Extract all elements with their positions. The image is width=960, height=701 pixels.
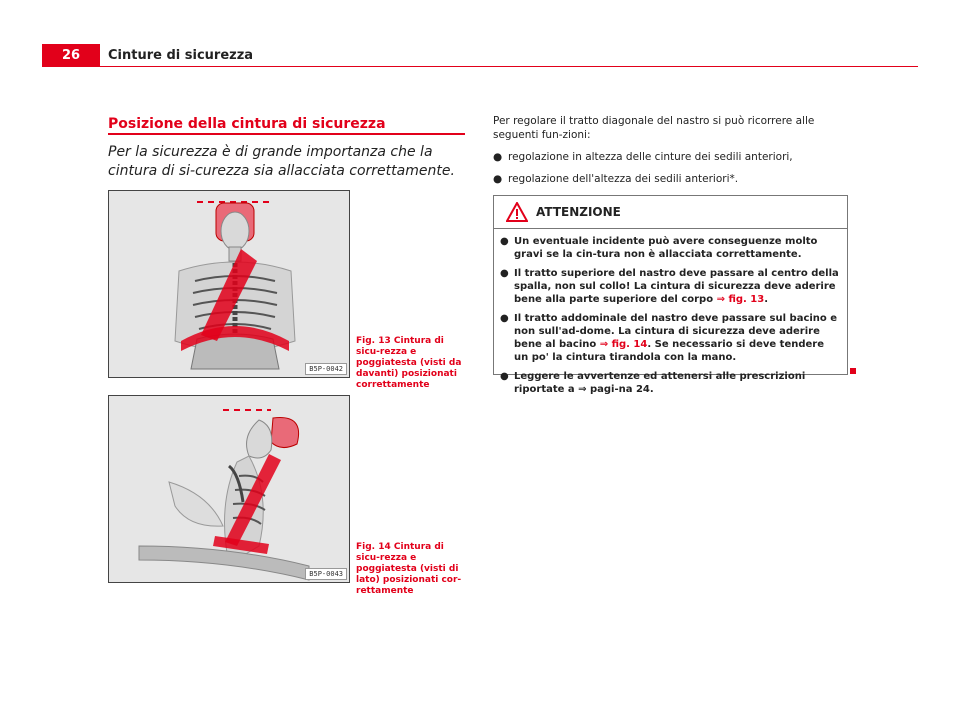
warning-item-text: Il tratto superiore del nastro deve passare al centro della spalla, non sul collo! La cintura di sicurezza deve aderire bene alla parte superiore del corpo — [514, 268, 839, 305]
warning-item-tail: . — [764, 294, 769, 305]
bullet-icon: ● — [500, 313, 509, 324]
warning-item-text: Leggere le avvertenze ed attenersi alle prescrizioni riportate a ⇒ pagi-na 24. — [514, 371, 806, 395]
figure-label: Fig. 14 — [356, 542, 391, 552]
figure-14-caption — [356, 542, 468, 597]
bullet-icon: ● — [493, 173, 503, 185]
bullet-icon: ● — [500, 236, 509, 247]
bullet-icon: ● — [500, 268, 509, 279]
figure-13-front-view — [108, 190, 350, 378]
warning-triangle-icon — [506, 202, 528, 222]
header-divider — [100, 66, 918, 67]
figure-label: Fig. 13 — [356, 336, 391, 346]
figure-13-link[interactable]: ⇒ fig. 13 — [716, 294, 765, 305]
warning-title: ATTENZIONE — [536, 205, 621, 219]
warning-item — [500, 267, 839, 306]
list-item-text: regolazione dell'altezza dei sedili anteriori*. — [508, 173, 739, 185]
list-item — [493, 172, 853, 186]
section-title: Posizione della cintura di sicurezza — [108, 116, 386, 132]
warning-box — [493, 195, 848, 395]
figure-code: B5P-0042 — [305, 363, 347, 375]
page-number: 26 — [42, 44, 100, 67]
warning-item — [500, 235, 839, 261]
warning-item — [500, 312, 839, 364]
list-item-text: regolazione in altezza delle cinture dei sedili anteriori, — [508, 151, 793, 163]
warning-item-text: Un eventuale incidente può avere conseguenze molto gravi se la cin-tura non è allacciata correttamente. — [514, 236, 818, 260]
figure-caption-text: Cintura di sicu-rezza e poggiatesta (visti di lato) posizionati cor-rettamente — [356, 542, 462, 596]
adjustment-intro: Per regolare il tratto diagonale del nastro si può ricorrere alle seguenti fun-zioni: — [493, 115, 815, 141]
section-intro: Per la sicurezza è di grande importanza che la cintura di si-curezza sia allacciata correttamente. — [108, 144, 455, 179]
figure-14-side-view — [108, 395, 350, 583]
bullet-icon: ● — [493, 151, 503, 163]
warning-item-text: Il tratto addominale del nastro deve passare sul bacino e non sull'ad-dome. La cintura di sicurezza deve aderire bene al bacino — [514, 313, 838, 350]
figure-13-caption — [356, 336, 468, 391]
warning-body — [494, 229, 847, 396]
bullet-icon: ● — [500, 371, 509, 382]
figure-14-link[interactable]: ⇒ fig. 14 — [599, 339, 648, 350]
front-skeleton-illustration — [109, 191, 350, 378]
section-divider — [108, 133, 465, 135]
page-header-title: Cinture di sicurezza — [108, 48, 254, 63]
figure-caption-text: Cintura di sicu-rezza e poggiatesta (visti da davanti) posizionati correttamente — [356, 336, 462, 390]
warning-header — [494, 196, 847, 229]
list-item — [493, 150, 853, 164]
side-skeleton-illustration — [109, 396, 350, 583]
right-column — [493, 114, 853, 194]
warning-item — [500, 370, 839, 396]
section-end-marker — [850, 368, 856, 374]
warning-item-tail: . Se necessario si deve tendere un po' la cintura tirandola con la mano. — [514, 339, 824, 363]
figure-code: B5P-0043 — [305, 568, 347, 580]
